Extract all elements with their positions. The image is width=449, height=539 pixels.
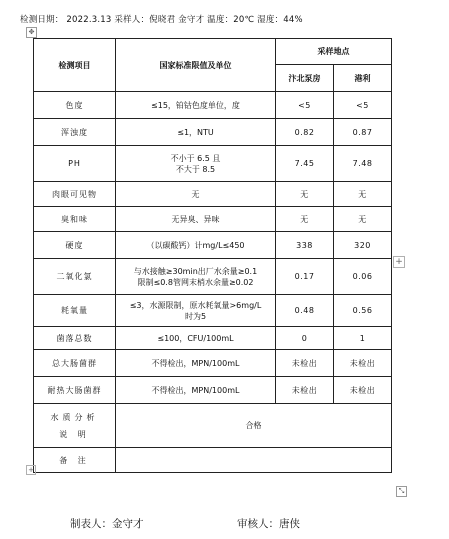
site-2-header: 港利 xyxy=(334,65,392,92)
site-1-value-cell[interactable]: 7.45 xyxy=(276,146,334,182)
site-2-value-cell[interactable]: 0.87 xyxy=(334,119,392,146)
table-row xyxy=(34,92,392,119)
standard-line: 不小于 6.5 且 xyxy=(170,153,221,163)
table-row xyxy=(34,295,392,327)
standard-line: ≤3，水源限制，原水耗氧量>6mg/L xyxy=(129,300,262,310)
item-name-cell[interactable]: 硬度 xyxy=(34,232,116,259)
add-row-icon[interactable]: + xyxy=(26,465,36,475)
analysis-label-line-2: 说 明 xyxy=(59,429,90,439)
table-row xyxy=(34,350,392,377)
standard-line: 无 xyxy=(191,189,200,199)
site-1-value-cell[interactable]: 未检出 xyxy=(276,377,334,404)
site-2-value-cell[interactable]: 1 xyxy=(334,327,392,350)
standard-line: ≤15，铂钴色度单位，度 xyxy=(151,100,240,110)
analysis-row xyxy=(34,404,392,448)
standard-line: 不大于 8.5 xyxy=(175,164,216,174)
standard-cell[interactable] xyxy=(116,327,276,350)
site-1-value-cell[interactable]: <5 xyxy=(276,92,334,119)
preparer-signature: 制表人：金守才 xyxy=(70,518,144,530)
standard-line: 时为5 xyxy=(184,311,207,321)
table-row xyxy=(34,327,392,350)
analysis-label-line-1: 水质分析 xyxy=(50,412,99,422)
site-1-value-cell[interactable]: 无 xyxy=(276,182,334,207)
standard-cell[interactable] xyxy=(116,350,276,377)
item-name-cell[interactable]: 耐热大肠菌群 xyxy=(34,377,116,404)
item-name-cell[interactable]: 总大肠菌群 xyxy=(34,350,116,377)
item-name-cell[interactable]: 二氧化氯 xyxy=(34,259,116,295)
site-2-value-cell[interactable]: <5 xyxy=(334,92,392,119)
remark-label: 备 注 xyxy=(34,448,116,473)
analysis-value[interactable]: 合格 xyxy=(116,404,392,448)
standard-line: 不得检出，MPN/100mL xyxy=(151,385,240,395)
standard-cell[interactable] xyxy=(116,92,276,119)
standard-line: 与水接触≥30min出厂水余量≥0.1 xyxy=(133,266,258,276)
analysis-label xyxy=(34,404,116,448)
add-column-icon[interactable]: + xyxy=(393,256,405,268)
item-name-cell[interactable]: 色度 xyxy=(34,92,116,119)
standard-cell[interactable] xyxy=(116,182,276,207)
table-row xyxy=(34,259,392,295)
standard-cell[interactable] xyxy=(116,259,276,295)
item-name-cell[interactable]: 臭和味 xyxy=(34,207,116,232)
standard-line: ≤100，CFU/100mL xyxy=(157,333,234,343)
item-name-cell[interactable]: 浑浊度 xyxy=(34,119,116,146)
table-row xyxy=(34,182,392,207)
standard-line: ≤1，NTU xyxy=(177,127,214,137)
site-1-value-cell[interactable]: 无 xyxy=(276,207,334,232)
standard-line: 无异臭、异味 xyxy=(171,214,220,224)
item-name-cell[interactable]: PH xyxy=(34,146,116,182)
table-row xyxy=(34,119,392,146)
site-1-value-cell[interactable]: 未检出 xyxy=(276,350,334,377)
standard-cell[interactable] xyxy=(116,232,276,259)
site-1-value-cell[interactable]: 0.17 xyxy=(276,259,334,295)
site-1-value-cell[interactable]: 0 xyxy=(276,327,334,350)
site-2-value-cell[interactable]: 320 xyxy=(334,232,392,259)
site-1-value-cell[interactable]: 338 xyxy=(276,232,334,259)
site-2-value-cell[interactable]: 7.48 xyxy=(334,146,392,182)
site-2-value-cell[interactable]: 0.56 xyxy=(334,295,392,327)
standard-cell[interactable] xyxy=(116,377,276,404)
col-item-header: 检测项目 xyxy=(34,39,116,92)
site-2-value-cell[interactable]: 未检出 xyxy=(334,377,392,404)
water-quality-table xyxy=(33,38,392,473)
site-1-value-cell[interactable]: 0.82 xyxy=(276,119,334,146)
item-name-cell[interactable]: 耗氧量 xyxy=(34,295,116,327)
standard-cell[interactable] xyxy=(116,119,276,146)
standard-cell[interactable] xyxy=(116,295,276,327)
site-2-value-cell[interactable]: 0.06 xyxy=(334,259,392,295)
standard-line: （以碳酸钙）计mg/L≤450 xyxy=(146,240,245,250)
remark-row xyxy=(34,448,392,473)
table-move-handle-icon[interactable]: ✥ xyxy=(26,27,37,38)
table-row xyxy=(34,232,392,259)
col-sites-header: 采样地点 xyxy=(276,39,392,65)
standard-line: 限制≤0.8管网末梢水余量≥0.02 xyxy=(137,277,254,287)
item-name-cell[interactable]: 肉眼可见物 xyxy=(34,182,116,207)
item-name-cell[interactable]: 菌落总数 xyxy=(34,327,116,350)
standard-cell[interactable] xyxy=(116,146,276,182)
site-2-value-cell[interactable]: 无 xyxy=(334,207,392,232)
table-row xyxy=(34,377,392,404)
standard-line: 不得检出，MPN/100mL xyxy=(151,358,240,368)
table-row xyxy=(34,146,392,182)
site-2-value-cell[interactable]: 未检出 xyxy=(334,350,392,377)
reviewer-signature: 审核人：唐侠 xyxy=(237,518,300,530)
header-row xyxy=(34,39,392,65)
site-1-header: 汴北泵房 xyxy=(276,65,334,92)
table-resize-handle-icon[interactable]: ⤡ xyxy=(396,486,407,497)
site-1-value-cell[interactable]: 0.48 xyxy=(276,295,334,327)
header-info: 检测日期： 2022.3.13 采样人：倪晓君 金守才 温度：20℃ 湿度：44% xyxy=(20,15,303,25)
col-standard-header: 国家标准限值及单位 xyxy=(116,39,276,92)
remark-value[interactable] xyxy=(116,448,392,473)
standard-cell[interactable] xyxy=(116,207,276,232)
table-row xyxy=(34,207,392,232)
site-2-value-cell[interactable]: 无 xyxy=(334,182,392,207)
